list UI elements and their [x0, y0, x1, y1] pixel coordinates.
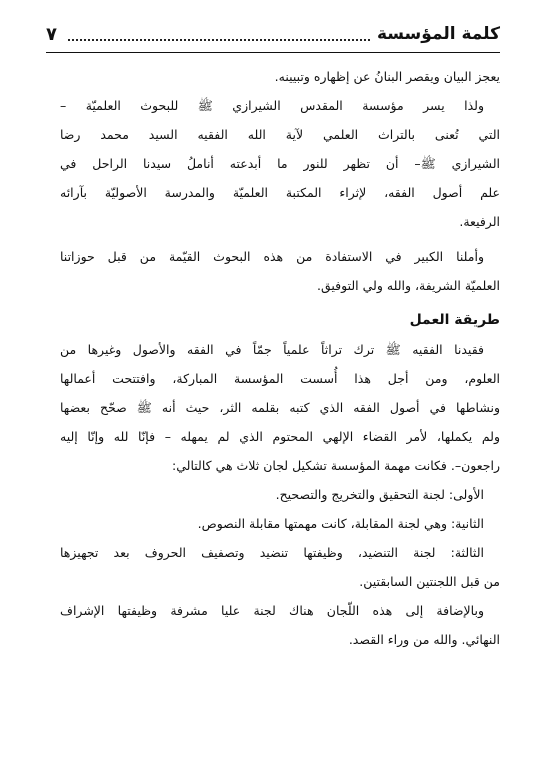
list-item: الثالثة: لجنة التنضيد، وظيفتها تنضيد وتصفيف الحروف بعد تجهيزها	[60, 545, 484, 560]
text-line: ولم يكملها، لأمر القضاء الإلهي المحتوم الذي لم يمهله – فإنّا لله وإنّا إليه	[60, 429, 500, 444]
text-line: من قبل اللجنتين السابقتين.	[359, 574, 500, 589]
header-title: كلمة المؤسسة	[376, 24, 500, 44]
page-body	[60, 62, 500, 654]
text-line: فقيدنا الفقيه ﷺ ترك تراثاً علمياً جمّاً في الفقه والأصول وغيرها من	[60, 342, 484, 357]
section-heading: طريقة العمل	[409, 312, 500, 328]
text-line: الرفيعة.	[459, 214, 500, 229]
text-line: ونشاطها في أصول الفقه الذي كتبه بقلمه الثر، حيث أنه ﷺ صحّح بعضها	[60, 400, 500, 415]
text-line: راجعون–. فكانت مهمة المؤسسة تشكيل لجان ثلاث هي كالتالي:	[172, 458, 500, 473]
page-number: ٧	[46, 24, 57, 45]
list-item: الثانية: وهي لجنة المقابلة، كانت مهمتها مقابلة النصوص.	[197, 516, 484, 531]
text-line: النهائي. والله من وراء القصد.	[348, 632, 500, 647]
text-line: العلميّة الشريفة، والله ولي التوفيق.	[317, 278, 500, 293]
text-line: العلوم، ومن أجل هذا أُسست المؤسسة المباركة، وافتتحت أعمالها	[60, 371, 500, 386]
running-header	[46, 24, 500, 53]
header-dot-leader	[68, 39, 370, 41]
text-line: ولذا يسر مؤسسة المقدس الشيرازي ﷺ للبحوث العلميّة –	[60, 98, 484, 113]
list-item: الأولى: لجنة التحقيق والتخريج والتصحيح.	[275, 487, 484, 502]
text-line: وبالإضافة إلى هذه اللّجان هناك لجنة عليا مشرفة وظيفتها الإشراف	[60, 603, 484, 618]
text-line: يعجز البيان ويقصر البنانُ عن إظهاره وتبيينه.	[274, 69, 500, 84]
text-line: الشيرازي ﷺ– أن تظهر للنور ما أبدعته أناملُ سيدنا الراحل في	[60, 156, 500, 171]
text-line: التي تُعنى بالتراث العلمي لآية الله الفقيه السيد محمد رضا	[60, 127, 500, 142]
text-line: وأملنا الكبير في الاستفادة من هذه البحوث القيّمة من قبل حوزاتنا	[60, 249, 484, 264]
text-line: علم أصول الفقه، لإثراء المكتبة العلميّة والمدرسة الأصوليّة بآرائه	[60, 185, 500, 200]
